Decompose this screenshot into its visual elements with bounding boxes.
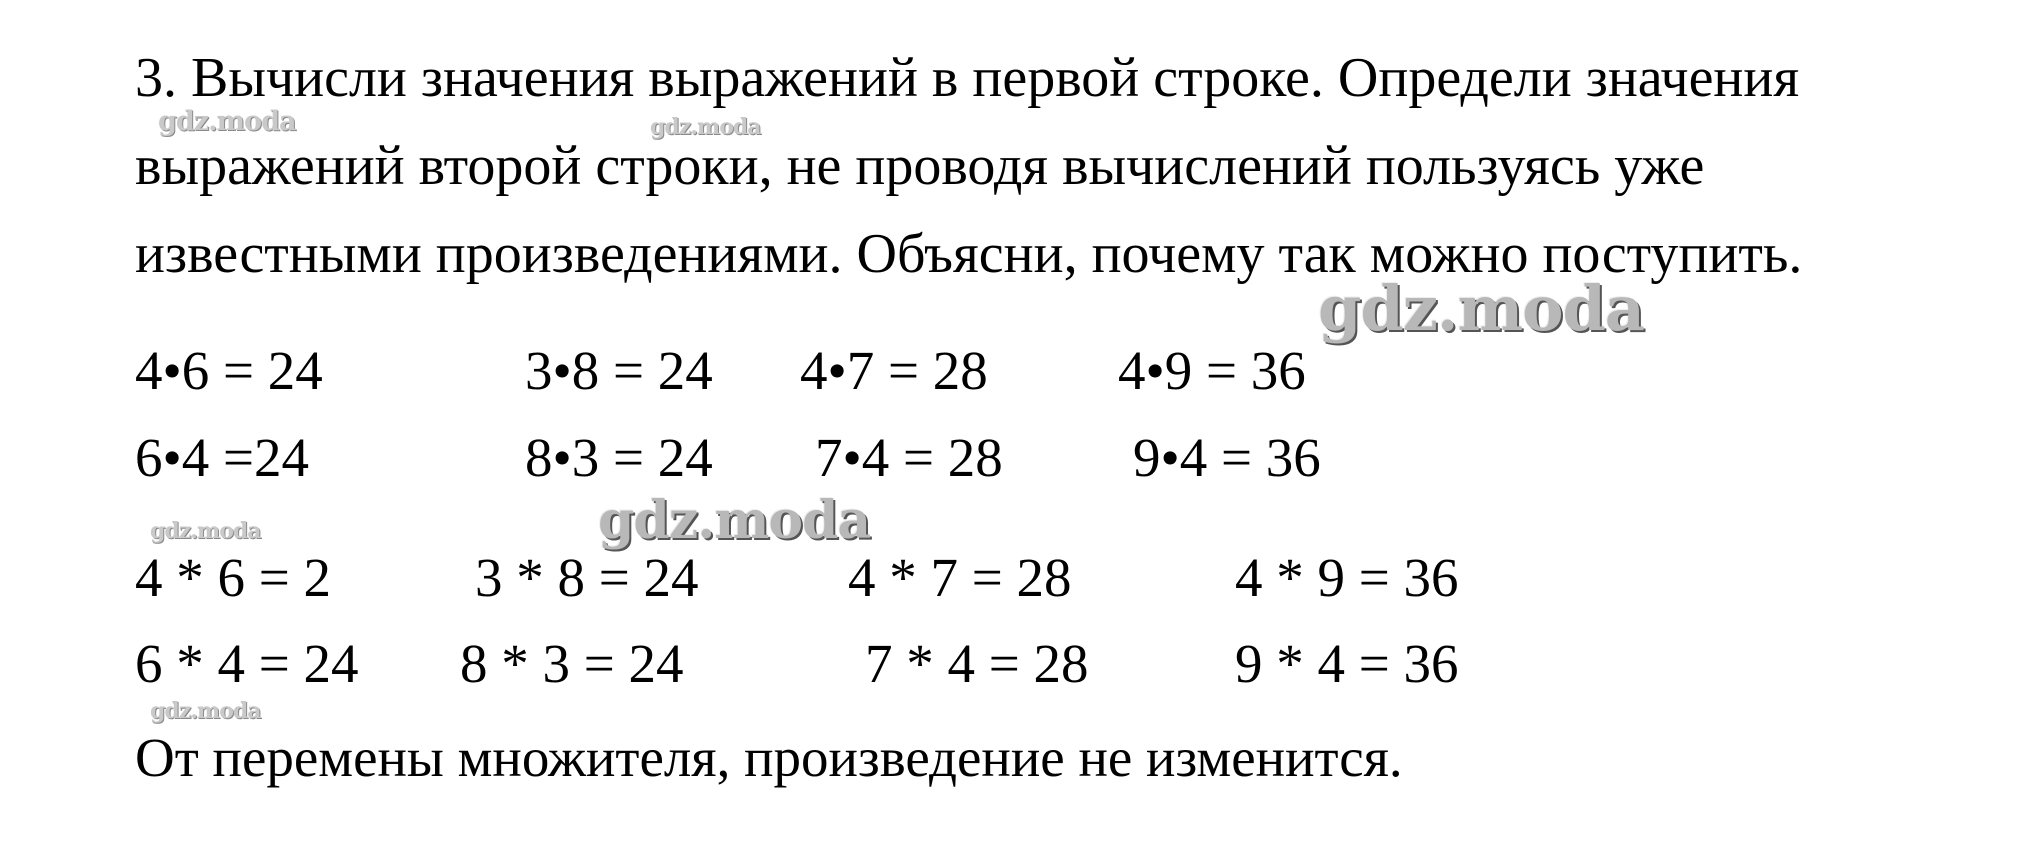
task-text-line-2: выражений второй строки, не проводя вычислений пользуясь уже	[135, 135, 1705, 197]
expression: 7•4 = 28	[815, 427, 1003, 488]
watermark: gdz.moda	[1318, 272, 1644, 345]
task-text-line-3: известными произведениями. Объясни, почему так можно поступить.	[135, 223, 1803, 285]
expression: 8 * 3 = 24	[460, 633, 684, 694]
watermark: gdz.moda	[650, 114, 761, 140]
watermark: gdz.moda	[598, 490, 871, 551]
conclusion-text: От перемены множителя, произведение не изменится.	[135, 727, 1403, 788]
expression: 9•4 = 36	[1133, 427, 1321, 488]
watermark: gdz.moda	[158, 106, 296, 137]
expression: 8•3 = 24	[525, 427, 713, 488]
expression: 4•7 = 28	[800, 340, 988, 401]
expression: 6•4 =24	[135, 427, 310, 488]
expression: 3•8 = 24	[525, 340, 713, 401]
expression: 4 * 9 = 36	[1235, 547, 1459, 608]
expression: 9 * 4 = 36	[1235, 633, 1459, 694]
expression: 3 * 8 = 24	[475, 547, 699, 608]
watermark: gdz.moda	[150, 518, 261, 544]
expression: 4 * 7 = 28	[848, 547, 1072, 608]
watermark: gdz.moda	[150, 698, 261, 724]
expression: 7 * 4 = 28	[865, 633, 1089, 694]
expression: 4•6 = 24	[135, 340, 323, 401]
task-text-line-1: 3. Вычисли значения выражений в первой строке. Определи значения	[135, 47, 1800, 109]
expression: 6 * 4 = 24	[135, 633, 359, 694]
expression: 4 * 6 = 2	[135, 547, 332, 608]
expression: 4•9 = 36	[1118, 340, 1306, 401]
